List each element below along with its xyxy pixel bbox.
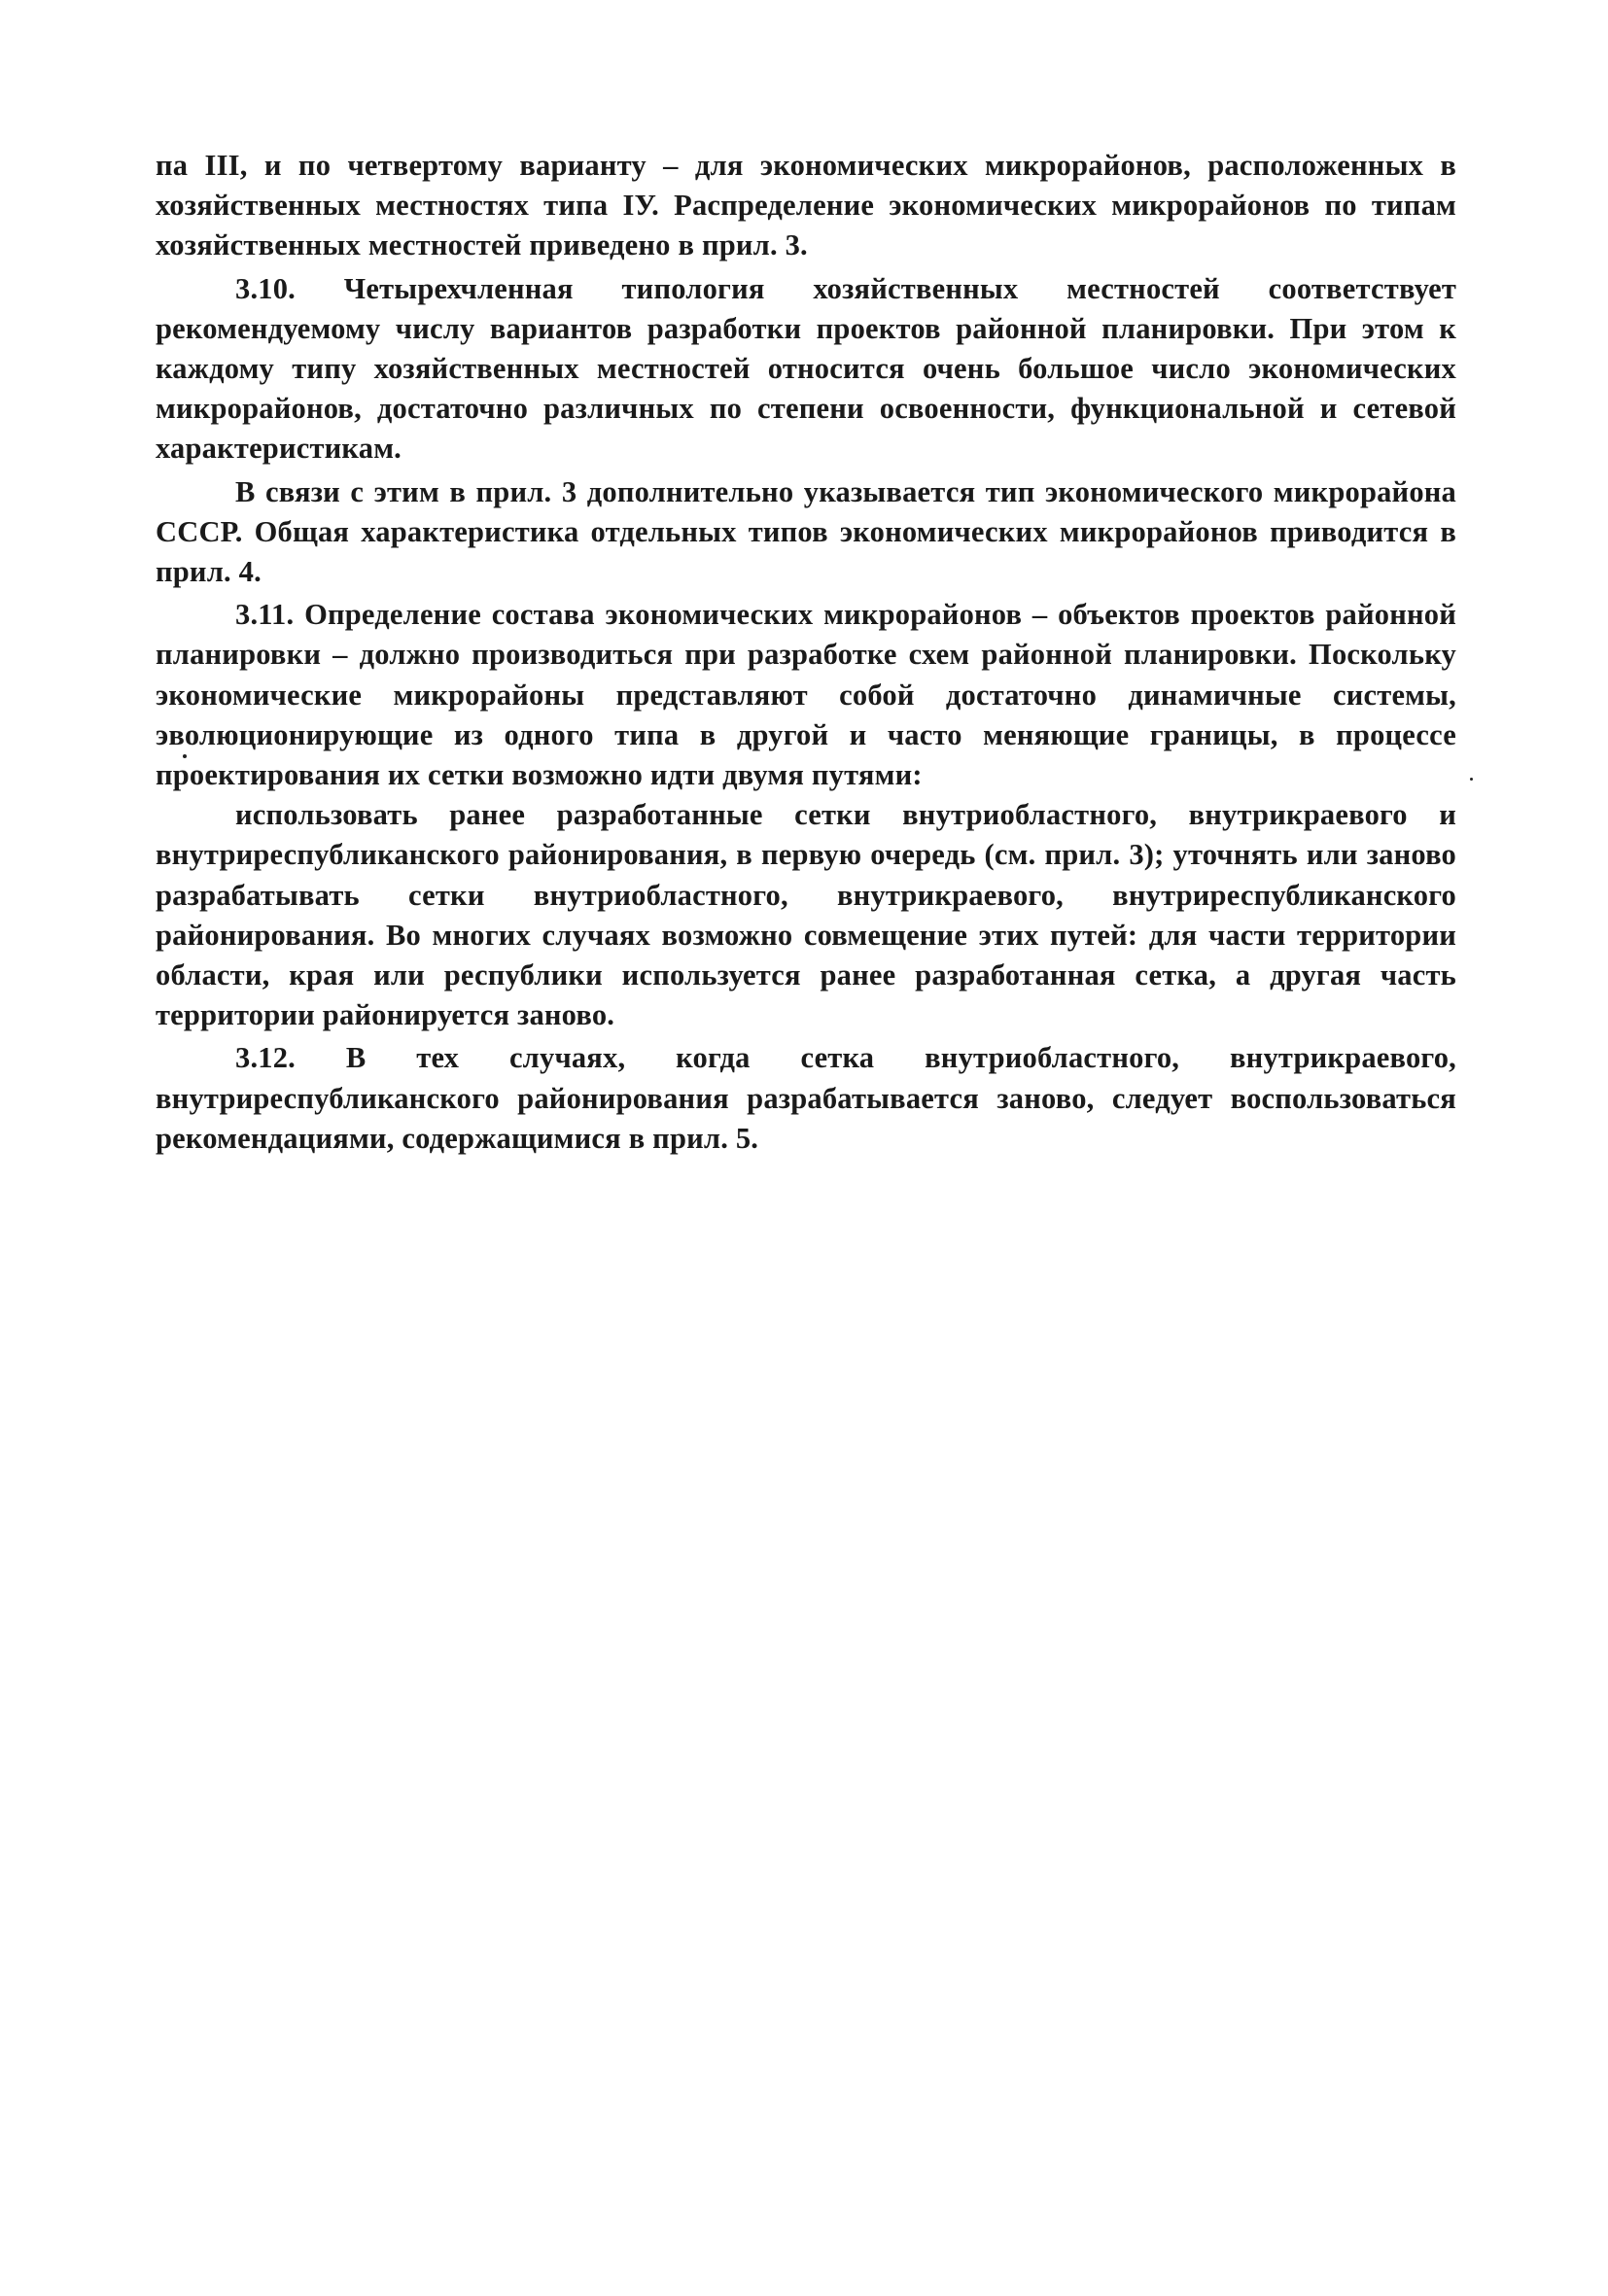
paragraph-3-10 — [156, 269, 1456, 470]
section-number: 3.10. — [235, 271, 296, 305]
paragraph-intro — [156, 146, 1456, 266]
paragraph-text: па III, и по четвертому варианту – для экономических микрорайонов, расположенных в хозяйственных местностях типа IУ. Распределение экономических микрорайонов по типам хозяйственных местностей приведено в прил. 3. — [156, 149, 1456, 262]
paragraph-text: Определение состава экономических микрорайонов – объектов проектов районной планировки – должно производиться при разработке схем районной планировки. Поскольку экономические микрорайоны представляют собой достаточно динамичные системы, эволюционирующие из одного типа в другой и часто меняющие границы, в процессе проектирования их сетки возможно идти двумя путями: — [156, 598, 1456, 792]
scan-speck — [1470, 778, 1473, 781]
paragraph-connection — [156, 472, 1456, 593]
paragraph-paths — [156, 795, 1456, 1035]
paragraph-3-11 — [156, 595, 1456, 795]
body-text — [156, 146, 1456, 1162]
paragraph-text: Четырехчленная типология хозяйственных местностей соответствует рекомендуемому числу вариантов разработки проектов районной планировки. При этом к каждому типу хозяйственных местностей относится очень большое число экономических микрорайонов, достаточно различных по степени освоенности, функциональной и сетевой характеристикам. — [156, 271, 1456, 466]
paragraph-text: В тех случаях, когда сетка внутриобластного, внутрикраевого, внутриреспубликанского районирования разрабатывается заново, следует воспользоваться рекомендациями, содержащимися в прил. 5. — [156, 1041, 1456, 1155]
section-number: 3.12. — [235, 1041, 296, 1075]
paragraph-text: использовать ранее разработанные сетки внутриобластного, внутрикраевого и внутриреспубликанского районирования, в первую очередь (см. прил. 3); уточнять или заново разрабатывать сетки внутриобластного, внутрикраевого, внутриреспубликанского районирования. Во многих случаях возможно совмещение этих путей: для части территории области, края или республики используется ранее разработанная сетка, а другая часть территории районируется заново. — [156, 798, 1456, 1032]
paragraph-3-12 — [156, 1038, 1456, 1159]
paragraph-text: В связи с этим в прил. 3 дополнительно указывается тип экономического микрорайона СССР. Общая характеристика отдельных типов экономических микрорайонов приводится в прил. 4. — [156, 474, 1456, 589]
section-number: 3.11. — [235, 598, 295, 632]
scan-speck — [183, 754, 187, 758]
